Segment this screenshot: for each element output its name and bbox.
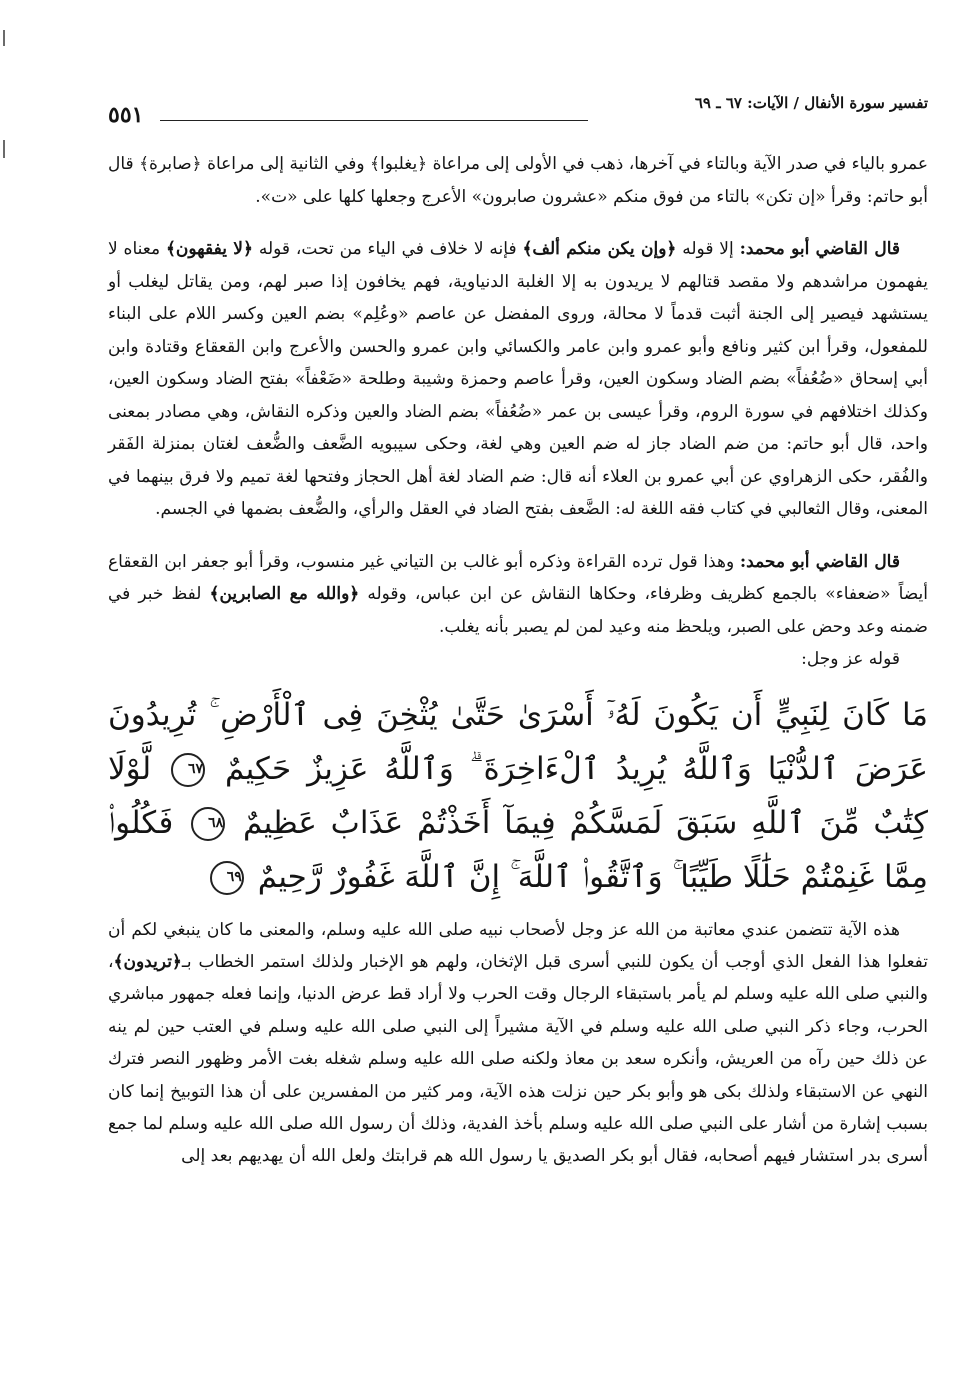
text-run: إلا قوله — [676, 239, 740, 259]
running-title: تفسير سورة الأنفال / الآيات: ٦٧ ـ ٦٩ — [694, 94, 928, 112]
tafsir-paragraph — [108, 914, 928, 1173]
paragraph-2 — [108, 233, 928, 526]
text-run: لفظ خبر في ضمنه وعد وحض على الصبر، ويلحظ منه وعيد لمن لم يصبر بأنه يغلب. — [108, 584, 928, 637]
ayah-number-67: ٦٧ — [171, 753, 205, 787]
verse-intro: قوله عز وجل: — [801, 649, 900, 669]
text-run: وهذا قول ترده القراءة وذكره أبو غالب بن التياني غير منسوب، وقرأ أبو جعفر ابن القعقاع أيضاً «ضعفاء» بالجمع كظريف وظرفاء، وحكاها النقاش عن ابن عباس، وقوله — [108, 551, 928, 604]
ayah-number-69: ٦٩ — [210, 861, 244, 895]
text-run: هذه الآية تتضمن عندي معاتبة من الله عز وجل لأصحاب نبيه صلى الله عليه وسلم، والمعنى ما كان ينبغي لكم أن تفعلوا هذا الفعل الذي أوجب أن يكون للنبي أسرى قبل الإثخان، ولهم هو الإخبار ولذلك استمر الخطاب بـ — [108, 919, 928, 972]
paragraph-3 — [108, 546, 928, 644]
scan-edge-mark — [3, 140, 5, 158]
verse-text-68: لَّوْلَا كِتَٰبٌ مِّنَ ٱللَّهِ سَبَقَ لَمَسَّكُمْ فِيمَآ أَخَذْتُمْ عَذَابٌ عَظِيمٌ — [108, 750, 928, 841]
tafsir-section — [108, 914, 928, 1173]
quran-quote: ﴿وإن يكن منكم ألف﴾ — [522, 239, 677, 259]
ayah-number-68: ٦٨ — [191, 807, 225, 841]
verse-text-69: فَكُلُوا۟ مِمَّا غَنِمْتُمْ حَلَٰلًا طَيِّبًا ۚ وَٱتَّقُوا۟ ٱللَّهَ ۚ إِنَّ ٱللَّهَ غَفُورٌ رَّحِيمٌ — [108, 804, 928, 895]
paragraph-1: عمرو بالياء في صدر الآية وبالتاء في آخرها، ذهب في الأولى إلى مراعاة ﴿يغلبوا﴾ وفي الثانية إلى مراعاة ﴿صابرة﴾ قال أبو حاتم: وقرأ «إن تكن» بالتاء من فوق منكم «عشرون صابرون» الأعرج وجعلها كلها على «ت». — [108, 154, 928, 207]
scan-edge-mark — [3, 30, 5, 46]
page-number: ٥٥١ — [108, 102, 144, 128]
text-run: معناه لا يفهمون مراشدهم ولا مقصد قتالهم لا يريدون به إلا الغلبة الدنياوية، فهم يخافون إذا صبر لهم، ومن يقاتل ليغلب أو يستشهد فيصير إلى الجنة أثبت قدماً لا محالة، وروى المفضل عن عاصم «وعُلِم» بضم العين وكسر اللام على البناء للمفعول، وقرأ ابن كثير ونافع وأبو عمرو وابن عامر والكسائي وابن عمرو والحسن والأعرج وابن القعقاع وقتادة وابن أبي إسحاق «ضُعُفاً» بضم الضاد وسكون العين، وقرأ عاصم وحمزة وشيبة وطلحة «ضَعْفاً» بفتح الضاد وسكون العين، وكذلك اختلافهم في سورة الروم، وقرأ عيسى بن عمر «ضُعُفاً» بضم الضاد والعين وذكره النقاش، وهي مصادر بمعنى واحد، قال أبو حاتم: من ضم الضاد جاز له ضم العين وهي لغة، وحكى سيبويه الضَّعف والضُّعف لغتان بمنزلة الفَقر والفُقر، حكى الزهراوي عن أبي عمرو بن العلاء أنه قال: ضم الضاد لغة أهل الحجاز وفتحها لغة تميم ولا فرق بينهما في المعنى، وقال الثعالبي في كتاب فقه اللغة له: الضَّعف بفتح الضاد في العقل والرأي، والضُّعف بضمها في الجسم. — [108, 239, 928, 519]
quran-quote: ﴿تريدون﴾ — [113, 951, 182, 972]
quran-quote: ﴿لا يفقهون﴾ — [165, 239, 253, 259]
text-run: فإنه لا خلاف في الياء من تحت، قوله — [252, 239, 523, 259]
qadi-lead: قال القاضي أبو محمد: — [739, 551, 900, 572]
page-header — [108, 94, 928, 128]
text-run: ، والنبي صلى الله عليه وسلم لم يأمر باستبقاء الرجال وقت الحرب ولا أراد قط عرض الدنيا، وإنما فعله جمهور مباشري الحرب، وجاء ذكر النبي صلى الله عليه وسلم في الآية مشيراً إلى النبي صلى الله عليه وسلم في العتب حين لم ينه عن ذلك حين رآه من العريش، وأنكره سعد بن معاذ ولكنه صلى الله عليه وسلم شغله بغت الأمر وظهور النصر فترك النهي عن الاستبقاء ولذلك بكى هو وأبو بكر حين نزلت هذه الآية، ومر كثير من المفسرين على أن هذا التوبيخ إنما كان بسبب إشارة من أشار على النبي صلى الله عليه وسلم بأخذ الفدية، وذلك أن رسول الله صلى الله عليه وسلم لما جمع أسرى بدر استشار فيهم أصحابه، فقال أبو بكر الصديق يا رسول الله هم قرابتك ولعل الله أن يهديهم بعد إلى — [108, 951, 928, 1167]
qadi-lead: قال القاضي أبو محمد: — [739, 239, 900, 259]
quran-quote: ﴿والله مع الصابرين﴾ — [209, 584, 360, 604]
header-rule — [160, 120, 588, 121]
quran-verse-block — [108, 688, 928, 904]
book-page — [108, 94, 928, 1173]
verse-text-67: مَا كَانَ لِنَبِيٍّ أَن يَكُونَ لَهُۥٓ أَسْرَىٰ حَتَّىٰ يُثْخِنَ فِى ٱلْأَرْضِ ۚ تُرِيدُونَ عَرَضَ ٱلدُّنْيَا وَٱللَّهُ يُرِيدُ ٱلْءَاخِرَةَ ۗ وَٱللَّهُ عَزِيزٌ حَكِيمٌ — [108, 696, 928, 787]
